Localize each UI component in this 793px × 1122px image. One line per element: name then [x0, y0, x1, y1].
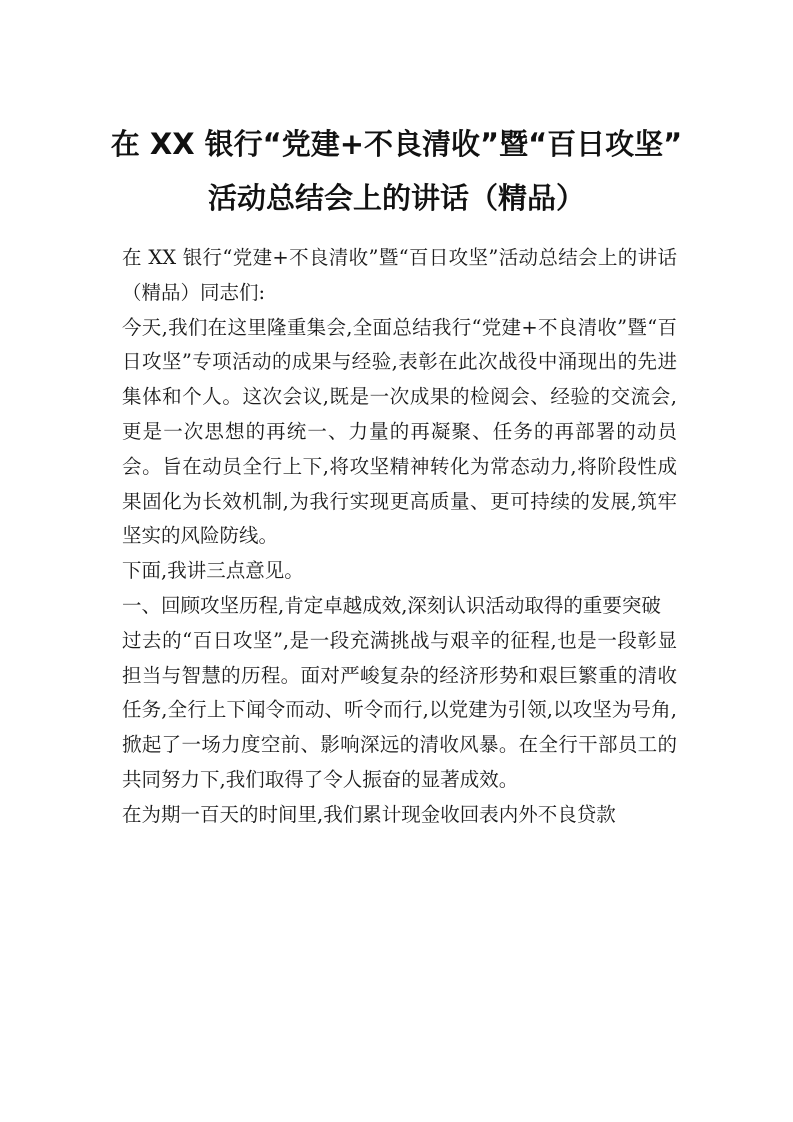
document-title-line-2: 活动总结会上的讲话（精品） — [207, 181, 585, 215]
section-heading-1: 一、回顾攻坚历程,肯定卓越成效,深刻认识活动取得的重要突破 — [122, 593, 661, 617]
paragraph-results: 在为期一百天的时间里,我们累计现金收回表内外不良贷款 — [122, 802, 616, 826]
paragraph-transition: 下面,我讲三点意见。 — [122, 559, 304, 583]
paragraph-opening: 今天,我们在这里隆重集会,全面总结我行“党建+不良清收”暨“百日攻坚”专项活动的成果与经验,表彰在此次战役中涌现出的先进集体和个人。这次会议,既是一次成果的检阅会、经验的交流会,更是一次思想的再统一、力量的再凝聚、任务的再部署的动员会。旨在动员全行上下,将攻坚精神转化为常态动力,将阶段性成果固化为长效机制,为我行实现更高质量、更可持续的发展,筑牢坚实的风险防线。 — [122, 315, 677, 548]
document-title-line-1: 在 XX 银行“党建+不良清收”暨“百日攻坚” — [110, 127, 683, 161]
paragraph-review: 过去的“百日攻坚”,是一段充满挑战与艰辛的征程,也是一段彰显担当与智慧的历程。面对严峻复杂的经济形势和艰巨繁重的清收任务,全行上下闻令而动、听令而行,以党建为引领,以攻坚为号角,掀起了一场力度空前、影响深远的清收风暴。在全行干部员工的共同努力下,我们取得了令人振奋的显著成效。 — [122, 628, 677, 791]
paragraph-greeting: 在 XX 银行“党建+不良清收”暨“百日攻坚”活动总结会上的讲话（精品）同志们: — [122, 246, 677, 304]
document-body — [122, 241, 677, 833]
